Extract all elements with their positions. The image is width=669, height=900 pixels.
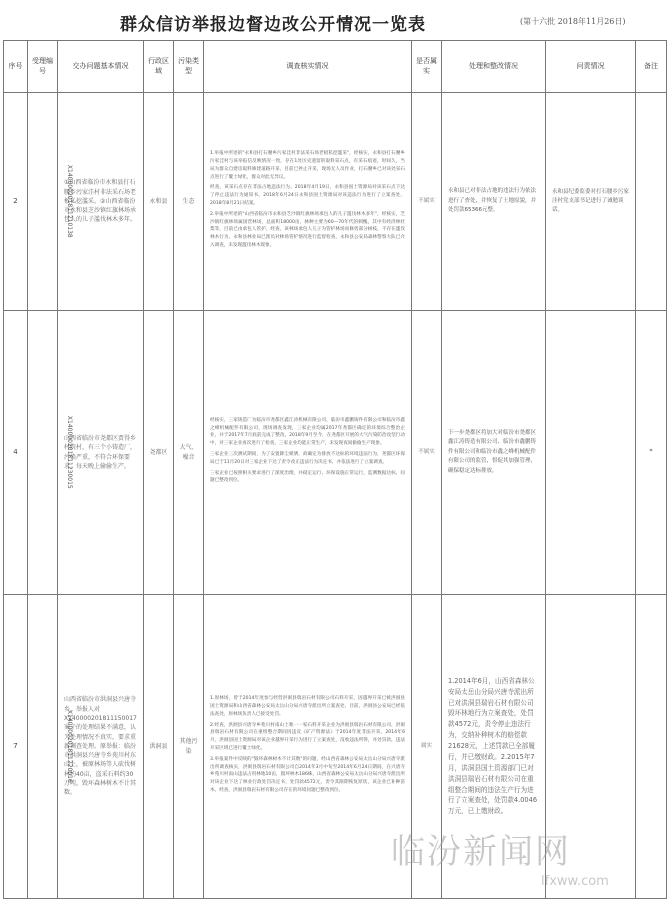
site-watermark xyxy=(391,824,661,894)
row-issue: 山西省临汾市尧都区贾得乡村院村，有三个小铸造厂，污染严重，不符合环保要求，每天晚上偷偷生产。 xyxy=(58,311,144,595)
row-area: 洪洞县 xyxy=(144,595,174,899)
row-id: X140000201811220016 xyxy=(28,595,58,899)
row-no: 4 xyxy=(4,311,28,595)
row-area: 尧都区 xyxy=(144,311,174,595)
header-id: 受理编号 xyxy=(28,41,58,93)
row-detail: 1.原林场，曾于2014年度参与经营洪洞县瑞岩石材有限公司石料开采，因越界开采已被洪洞县国土资源局和山西省森林公安局太岳山分局兴唐寺派出所立案查处，目前，洪洞县公安局已经依法查处，原林场负责人已接受处罚。 2.经查，洪洞县兴唐寺乡苑川村南山上唯一一家石料开采企业为洪洞县瑞岩石材有限公司，洪洞县瑞岩石材有限公司在重组整合期间因违反《矿产资源法》于2014年度非法开采，2014年6月，洪洞县国土资源局对该企业越界开采行为进行了立案查处，没收违法所得，并处罚款，违法开采区域已进行覆土绿化。 3.举报案件中反映的"毁坏森林树木不计其数"的问题，经山西省森林公安局太岳山分局兴唐寺派出所调查核实，洪洞县瑞岩石材有限公司自2014年3月中旬至2014年6月24日期间，在兴唐寺乡苑川村南山违法占用林地10亩，毁坏林木186株，山西省森林公安局太岳山分局兴唐寺派出所对该企业下达了林业行政处罚决定书，处罚款4572元，责令其限期恢复原状，该企业已补种苗木。经查，洪洞县瑞岩石材有限公司存在的环境问题已整改到位。 xyxy=(204,595,412,899)
row-detail: 1.举报中所述的"永和县打石腰乡污家洼村非法采石场老板私挖滥采"，经核实，永和县打石腰乡污家洼村与该举报信反映情况一致，存在1处历史遗留的取料采石点，有采石痕迹，时间久，当局为群众自建房取料修建道路开采，目前已停止开采，现场无人员作业，打石腰乡已对该处采石点进行了覆土绿化，群众对此无异议。 经查，该采石点存在非法占地违法行为。2018年4月19日，永和县国土资源局对该采石点下达了停止违法行为通知书。2018年6月24日永和县国土资源局对该违法行为进行了立案查处，2018年8月21日结案。 2.举报中所述的"山西省临汾市永和县芝沙镇红旗林场承包人的儿子滥伐林木多年"，经核实，芝沙镇红旗林场属国营林场，总面积18000亩，林种主要为60—70年代的刺槐，其中有经济林杜梨等，目前已由承包人管护。经查，该林场承包人儿子为管护林场而修剪部分树枝，不存在滥伐林木行为，永和县林业局已派员对林场管护情况进行监督检查，永和县公安局森林警察大队已介入调查，未发现滥伐林木现象。 xyxy=(204,93,412,311)
header-type: 污染类型 xyxy=(174,41,204,93)
row-type: 其他污染 xyxy=(174,595,204,899)
row-issue: 山西省临汾市洪洞县兴唐寺乡，举报人对X140000201811150017案子的处理结果不满意，认为处理情况不真实，要求重新调查处理。原举报：临汾市洪洞县兴唐寺乡苑川村东山上，被原林场等人砍伐树林约40亩，盗采石料约30万吨，毁坏森林树木不计其数。 xyxy=(58,595,144,899)
header-detail: 调查核实情况 xyxy=(204,41,412,93)
title-bar xyxy=(0,0,669,40)
row-no: 7 xyxy=(4,595,28,899)
row-verdict: 不属实 xyxy=(412,311,442,595)
row-area: 永和县 xyxy=(144,93,174,311)
row-no: 2 xyxy=(4,93,28,311)
header-issue: 交办问题基本情况 xyxy=(58,41,144,93)
row-resp xyxy=(546,311,636,595)
row-type: 大气、噪音 xyxy=(174,311,204,595)
header-note: 备注 xyxy=(636,41,667,93)
row-handle: 永和县已对非法占地的违法行为依法进行了查处，并恢复了土地原貌，并处罚款65366元整。 xyxy=(442,93,546,311)
complaint-table xyxy=(3,40,667,899)
watermark-logo-text: 临汾新闻网 xyxy=(391,832,571,872)
row-type: 生态 xyxy=(174,93,204,311)
batch-date-note: (第十六批 2018年11月26日) xyxy=(520,17,626,26)
header-resp: 问责情况 xyxy=(546,41,636,93)
row-note: * xyxy=(636,311,667,595)
header-area: 行政区域 xyxy=(144,41,174,93)
header-no: 序号 xyxy=(4,41,28,93)
table-row xyxy=(4,93,667,311)
row-verdict: 属实 xyxy=(412,595,442,899)
row-detail: 经核实，三家铸造厂为临汾市尧都区鑫江涛机械有限公司、临汾市鑫鹏铸件有限公司和临汾市鑫之峰机械配件有限公司，现场调查发现，三家企业均属2017年尧都区确定的环境综合整治企业，并于2017年7月底前完成了整改。2018年9月至今，在尧都区开展的大气污染防治攻坚行动中，对三家企业再次进行了检查，三家企业均能正常生产，未发现夜间偷偷生产现象。 三家企业三次测试期间，为了安置降尘喷洒，故确定为排放不达标的环境违法行为，尧都区环保局已于11月20日对三家企业下达了责令改正违法行为决定书，并依法进行了立案调查。 三家企业已按照相关要求进行了深度治理，并稳定运行，环保设施正常运行，监测数据达标，问题已整改到位。 xyxy=(204,311,412,595)
page-title: 群众信访举报边督边改公开情况一览表 xyxy=(120,15,426,35)
row-id: X140000201811210138 xyxy=(28,93,58,311)
row-id: X140000201811230015 xyxy=(28,311,58,595)
table-row xyxy=(4,311,667,595)
row-resp: 永和县纪委监委对打石腰乡污家洼村党支部书记进行了诫勉谈话。 xyxy=(546,93,636,311)
header-verdict: 是否属实 xyxy=(412,41,442,93)
row-verdict: 不属实 xyxy=(412,93,442,311)
table-header-row xyxy=(4,41,667,93)
watermark-url: lfxww.com xyxy=(541,874,609,889)
row-handle: 1.2014年6月，山西省森林公安局太岳山分局兴唐寺派出所已对洪洞县瑞岩石材有限公司毁坏林地行为立案查处，处罚款4572元，责令停止违法行为，交纳补种树木的赔偿款21628元，上述罚款已全部履行，并已缴财政。2.2015年7月，洪洞县国土资源部门已对洪洞县瑞岩石材有限公司在重组整合期间的违法生产行为进行了立案查处，处罚款4.0046万元，已上缴财政。 xyxy=(442,595,546,899)
row-issue: ①山西省临汾市永和县打石腰乡污家洼村非法采石场老板私挖滥采。②山西省临汾市永和县芝沙镇红旗林场承包人的儿子滥伐林木多年。 xyxy=(58,93,144,311)
row-note xyxy=(636,93,667,311)
row-handle: 下一步尧都区将加大对临汾市尧都区鑫江涛铸造有限公司、临汾市鑫鹏铸件有限公司和临汾市鑫之峰机械配件有限公司的监管，督促其加强管理，确保稳定达标排放。 xyxy=(442,311,546,595)
header-handle: 处理和整改情况 xyxy=(442,41,546,93)
